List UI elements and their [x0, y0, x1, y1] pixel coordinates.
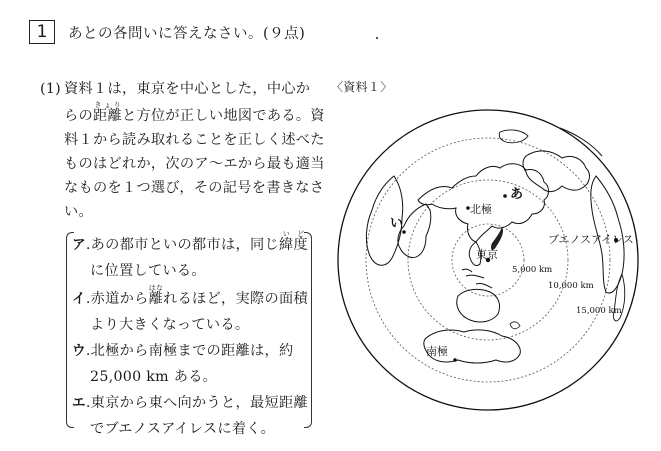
sub-question-line-2: らの距離きょりと方位が正しい地図である。資	[64, 101, 325, 124]
sub-question-line-1: (1) 資料１は，東京を中心とした，中心か	[40, 77, 312, 101]
label-city-a: あ	[510, 187, 524, 202]
south-pole-marker	[453, 358, 457, 362]
choice-a-label: ア	[72, 237, 86, 253]
label-ring-15000: 15,000 km	[576, 306, 622, 316]
sub-question-line-3: 料１から読み取れることを正しく述べた	[64, 132, 325, 148]
ruby-hana: 離はな	[148, 284, 164, 307]
label-ring-5000: 5,000 km	[512, 265, 553, 275]
landmass-new-zealand	[510, 322, 520, 329]
choice-u: ウ.北極から南極までの距離は，約 25,000 km ある。	[72, 343, 294, 385]
landmass-japan	[491, 228, 502, 250]
ruby-kyori: 距離きょり	[92, 101, 122, 124]
label-city-i: い	[390, 216, 404, 231]
question-number-box	[29, 20, 55, 44]
azimuthal-map	[330, 92, 650, 442]
choice-list	[72, 230, 312, 442]
label-ring-10000: 10,000 km	[548, 281, 594, 291]
scan-speck	[376, 37, 378, 39]
sub-question-line-5: なものを１つ選び，その記号を書きなさ	[64, 180, 325, 196]
sub-question-line-6: い。	[64, 204, 93, 220]
choice-u-label: ウ	[72, 343, 86, 359]
sub-question-text	[40, 77, 325, 224]
choice-e: エ.東京から東へ向かうと，最短距離 でブエノスアイレスに着く。	[72, 395, 308, 437]
choice-a: ア.あの都市といの都市は，同じ緯度いど に位置している。	[72, 230, 308, 279]
landmass-indonesia	[462, 269, 492, 288]
sub-question-line-4: ものはどれか，次のア～エから最も適当	[64, 156, 325, 172]
landmass-australia	[457, 289, 500, 322]
label-north-pole: 北極	[470, 203, 492, 216]
choice-e-label: エ	[72, 395, 86, 411]
city-a-marker	[503, 194, 507, 198]
resource-label: 〈資料１〉	[331, 80, 393, 94]
landmass-north-america	[523, 151, 589, 192]
label-tokyo: 東京	[476, 248, 498, 261]
label-buenos-aires: ブエノスアイレス	[548, 233, 634, 246]
label-south-pole: 南極	[426, 345, 448, 358]
choice-i-label: イ	[72, 291, 86, 307]
sub-question-number: (1)	[40, 81, 61, 97]
question-heading: あとの各問いに答えなさい。(９点)	[68, 26, 306, 42]
question-number: 1	[36, 22, 48, 42]
choice-i: イ.赤道から離はなれるほど，実際の面積 より大きくなっている。	[72, 284, 308, 333]
ruby-ido: 緯度いど	[278, 230, 308, 253]
